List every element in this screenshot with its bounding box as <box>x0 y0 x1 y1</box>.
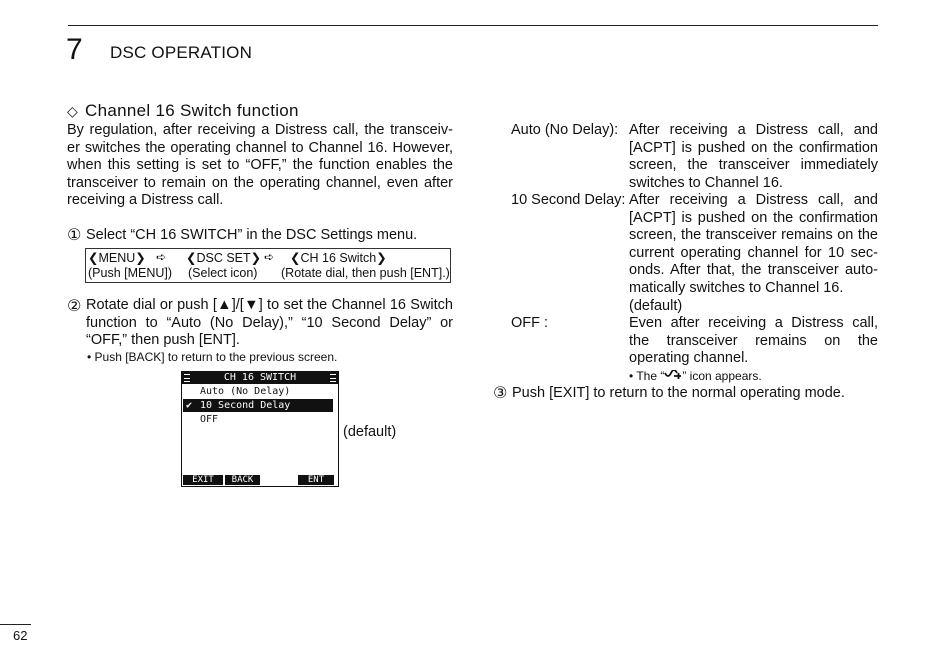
page-number-rule <box>0 624 31 625</box>
definition-term: Auto (No Delay): <box>511 122 619 138</box>
softkey-ent: ENT <box>298 475 334 485</box>
arrow-right-icon: ➪ <box>264 250 275 264</box>
menu-key: ❮DSC SET❯ <box>186 251 262 265</box>
softkey-exit: EXIT <box>183 475 223 485</box>
menu-action: (Select icon) <box>188 266 258 280</box>
diamond-icon: ◇ <box>67 103 79 119</box>
definition-term: 10 Second Delay: <box>511 192 626 208</box>
menu-lines-icon <box>184 374 190 382</box>
step-text: Rotate dial or push [▲]/[▼] to set the Channel 16 Switch function to “Auto (No Delay),” “10 Second Delay” or “OFF,” then push [ENT]. <box>86 297 453 349</box>
header-rule <box>68 25 878 26</box>
definition-term: OFF : <box>511 315 549 331</box>
menu-action: (Rotate dial, then push [ENT].) <box>281 266 450 280</box>
lcd-title-bar <box>182 372 338 384</box>
default-label: (default) <box>629 297 683 314</box>
dsc-call-icon <box>664 370 682 381</box>
definition-description: After receiving a Distress call, and [ACPT] is pushed on the confirmation screen, the transceiver remains on the current operating channel for 10 sec-onds. After that, the transceiver auto-matically switches to Channel 16. <box>629 192 878 296</box>
icon-note: • The “ ” icon appears. <box>629 369 762 383</box>
menu-action: (Push [MENU]) <box>88 266 173 280</box>
menu-key: ❮MENU❯ <box>88 251 146 265</box>
arrow-right-icon: ➪ <box>156 250 167 264</box>
section-title: Channel 16 Switch function <box>85 101 299 120</box>
section-heading <box>67 101 299 121</box>
definition-description: After receiving a Distress call, and [ACPT] is pushed on the confirmation screen, the transceiver immediately switches to Channel 16. <box>629 122 878 191</box>
step-number: ③ <box>493 385 508 402</box>
default-label: (default) <box>343 424 397 440</box>
chapter-number: 7 <box>66 33 83 66</box>
step-text: Select “CH 16 SWITCH” in the DSC Settings menu. <box>86 227 418 243</box>
menu-lines-icon <box>330 374 336 382</box>
lcd-option: Auto (No Delay) <box>200 386 291 397</box>
lcd-option: OFF <box>200 414 219 425</box>
menu-path-box <box>85 248 451 283</box>
step-number: ② <box>67 298 82 315</box>
step-text: Push [EXIT] to return to the normal operating mode. <box>512 385 845 401</box>
checkmark-icon: ✔ <box>186 400 193 411</box>
definition-description-block <box>629 192 878 315</box>
page-number: 62 <box>13 628 28 643</box>
softkey-back: BACK <box>225 475 260 485</box>
definition-description: Even after receiving a Distress call, the transceiver remains on the operating channel. <box>629 315 878 367</box>
intro-paragraph: By regulation, after receiving a Distress call, the transceiv-er switches the operating channel to Channel 16. However, when this setting is set to “OFF,” the function enables the transceiver to remain on the operating channel, even after receiving a Distress call. <box>67 122 453 209</box>
lcd-option-selected: ✔ 10 Second Delay <box>183 399 333 412</box>
menu-key: ❮CH 16 Switch❯ <box>290 251 387 265</box>
step-number: ① <box>67 227 82 244</box>
lcd-softkey-bar <box>182 474 338 486</box>
step-note: • Push [BACK] to return to the previous screen. <box>87 350 338 364</box>
lcd-title: CH 16 SWITCH <box>223 372 297 383</box>
lcd-screen <box>181 371 339 487</box>
chapter-title: DSC OPERATION <box>110 43 253 62</box>
